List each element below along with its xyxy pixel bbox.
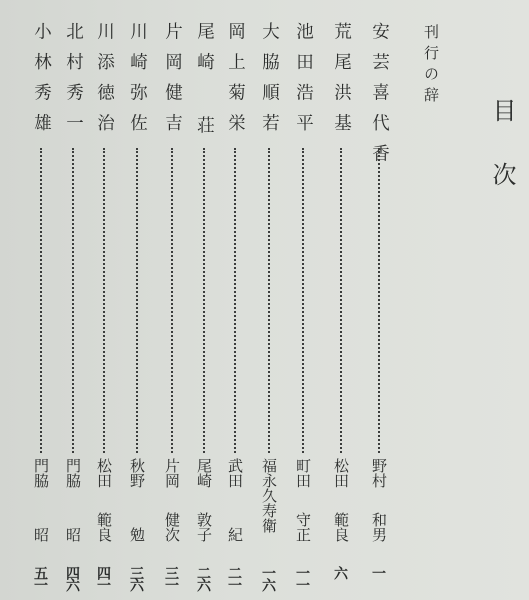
entry-subject: 大脇順若	[259, 22, 280, 144]
preface-link[interactable]: 刊行の辞	[422, 24, 440, 108]
entry-author-surname: 片岡	[163, 458, 181, 488]
entry-author-surname: 尾崎	[195, 458, 213, 488]
entry-subject: 北村秀一	[63, 22, 84, 144]
toc-heading: 目次	[488, 98, 516, 226]
entry-subject: 片岡健吉	[162, 22, 183, 144]
entry-subject: 尾崎 荘	[194, 22, 215, 147]
entry-author-given: 範良	[95, 512, 113, 542]
entry-author-surname: 野村	[370, 458, 388, 488]
entry-author-given: 敦子	[195, 512, 213, 542]
entry-author-surname: 秋野	[128, 458, 146, 488]
leader-dots	[203, 148, 205, 453]
leader-dots	[171, 148, 173, 453]
entry-page-number: 四一	[95, 566, 111, 590]
entry-page-number: 六	[332, 566, 348, 578]
leader-dots	[136, 148, 138, 453]
entry-author-surname: 福永久寿衛	[260, 458, 278, 533]
entry-author-surname: 門脇	[64, 458, 82, 488]
entry-subject: 川崎弥佐	[127, 22, 148, 144]
leader-dots	[103, 148, 105, 453]
entry-author-given: 昭	[32, 527, 50, 542]
leader-dots	[268, 148, 270, 453]
entry-subject: 岡上菊栄	[225, 22, 246, 144]
entry-author-given: 和男	[370, 512, 388, 542]
entry-page-number: 一六	[260, 566, 276, 590]
entry-subject: 荒尾洪基	[331, 22, 352, 144]
entry-author-given: 紀	[226, 527, 244, 542]
entry-page-number: 二一	[226, 566, 242, 590]
entry-page-number: 二六	[195, 566, 211, 590]
entry-author-surname: 松田	[332, 458, 350, 488]
leader-dots	[340, 148, 342, 453]
leader-dots	[234, 148, 236, 453]
entry-author-given: 勉	[128, 527, 146, 542]
leader-dots	[72, 148, 74, 453]
entry-author-surname: 門脇	[32, 458, 50, 488]
entry-page-number: 三一	[163, 566, 179, 590]
entry-page-number: 四六	[64, 566, 80, 590]
entry-author-given: 守正	[294, 512, 312, 542]
entry-subject: 安芸喜代香	[369, 22, 390, 175]
entry-subject: 池田浩平	[293, 22, 314, 144]
entry-author-given: 昭	[64, 527, 82, 542]
entry-subject: 川添徳治	[94, 22, 115, 144]
entry-page-number: 三六	[128, 566, 144, 590]
entry-page-number: 五一	[32, 566, 48, 590]
entry-author-surname: 松田	[95, 458, 113, 488]
entry-author-surname: 町田	[294, 458, 312, 488]
leader-dots	[378, 148, 380, 453]
entry-author-given: 範良	[332, 512, 350, 542]
entry-subject: 小林秀雄	[31, 22, 52, 144]
entry-author-surname: 武田	[226, 458, 244, 488]
leader-dots	[302, 148, 304, 453]
entry-author-given: 健次	[163, 512, 181, 542]
entry-page-number: 一	[370, 566, 386, 578]
entry-page-number: 一一	[294, 566, 310, 590]
leader-dots	[40, 148, 42, 453]
